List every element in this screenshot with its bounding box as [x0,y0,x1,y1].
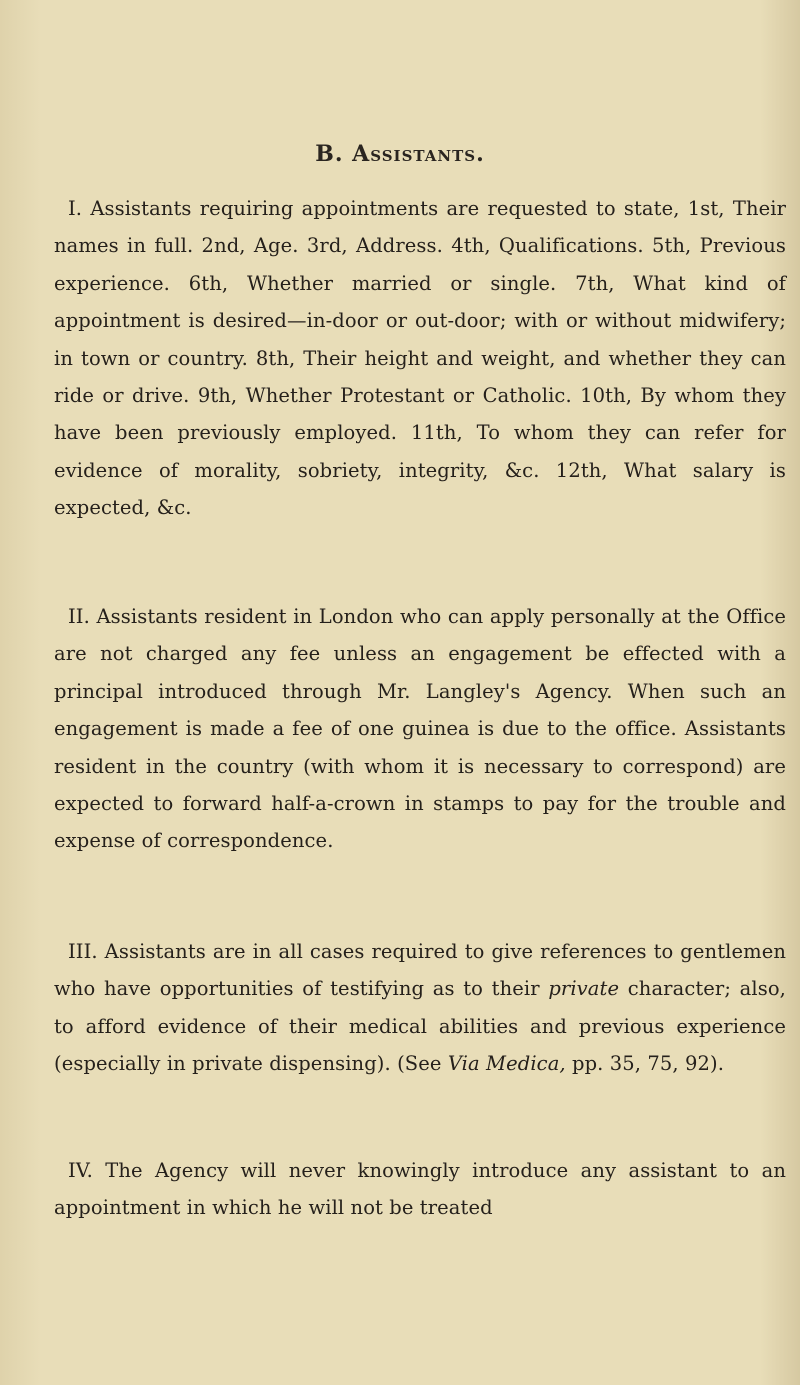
paragraph-3-text-a: III. Assistants are in all cases required to give references to gentlemen who have opportunities of testifying as to their [54,940,786,1001]
paragraph-3 [54,933,786,1083]
paragraph-4: IV. The Agency will never knowingly introduce any assistant to an appointment in which he will not be treated [54,1159,786,1220]
paragraph-1: I. Assistants requiring appointments are requested to state, 1st, Their names in full. 2nd, Age. 3rd, Address. 4th, Qualifications. 5th, Previous experience. 6th, Whether married or single. 7th, What kind of appointment is desired—in-door or out-door; with or without midwifery; in town or country. 8th, Their height and weight, and whether they can ride or drive. 9th, Whether Protestant or Catholic. 10th, By whom they have been previously employed. 11th, To whom they can refer for evidence of morality, sobriety, integrity, &c. 12th, What salary is expected, &c. [54,197,786,520]
paragraph-3-emphasis-private: private [548,977,620,1001]
paragraph-3-title-via-medica: Via Medica, [447,1052,566,1076]
paragraph-3-text-c: character; also, to afford evidence of their medical abilities and previous experience (especially in private dispensing). (See [54,977,786,1076]
section-heading: B. Assistants. [315,141,485,167]
paragraph-3-text-e: pp. 35, 75, 92). [565,1052,725,1076]
paragraph-2: II. Assistants resident in London who can apply personally at the Office are not charged any fee unless an engagement be effected with a principal introduced through Mr. Langley's Agency. When such an engagement is made a fee of one guinea is due to the office. Assistants resident in the country (with whom it is necessary to correspond) are expected to forward half-a-crown in stamps to pay for the trouble and expense of correspondence. [54,605,786,853]
